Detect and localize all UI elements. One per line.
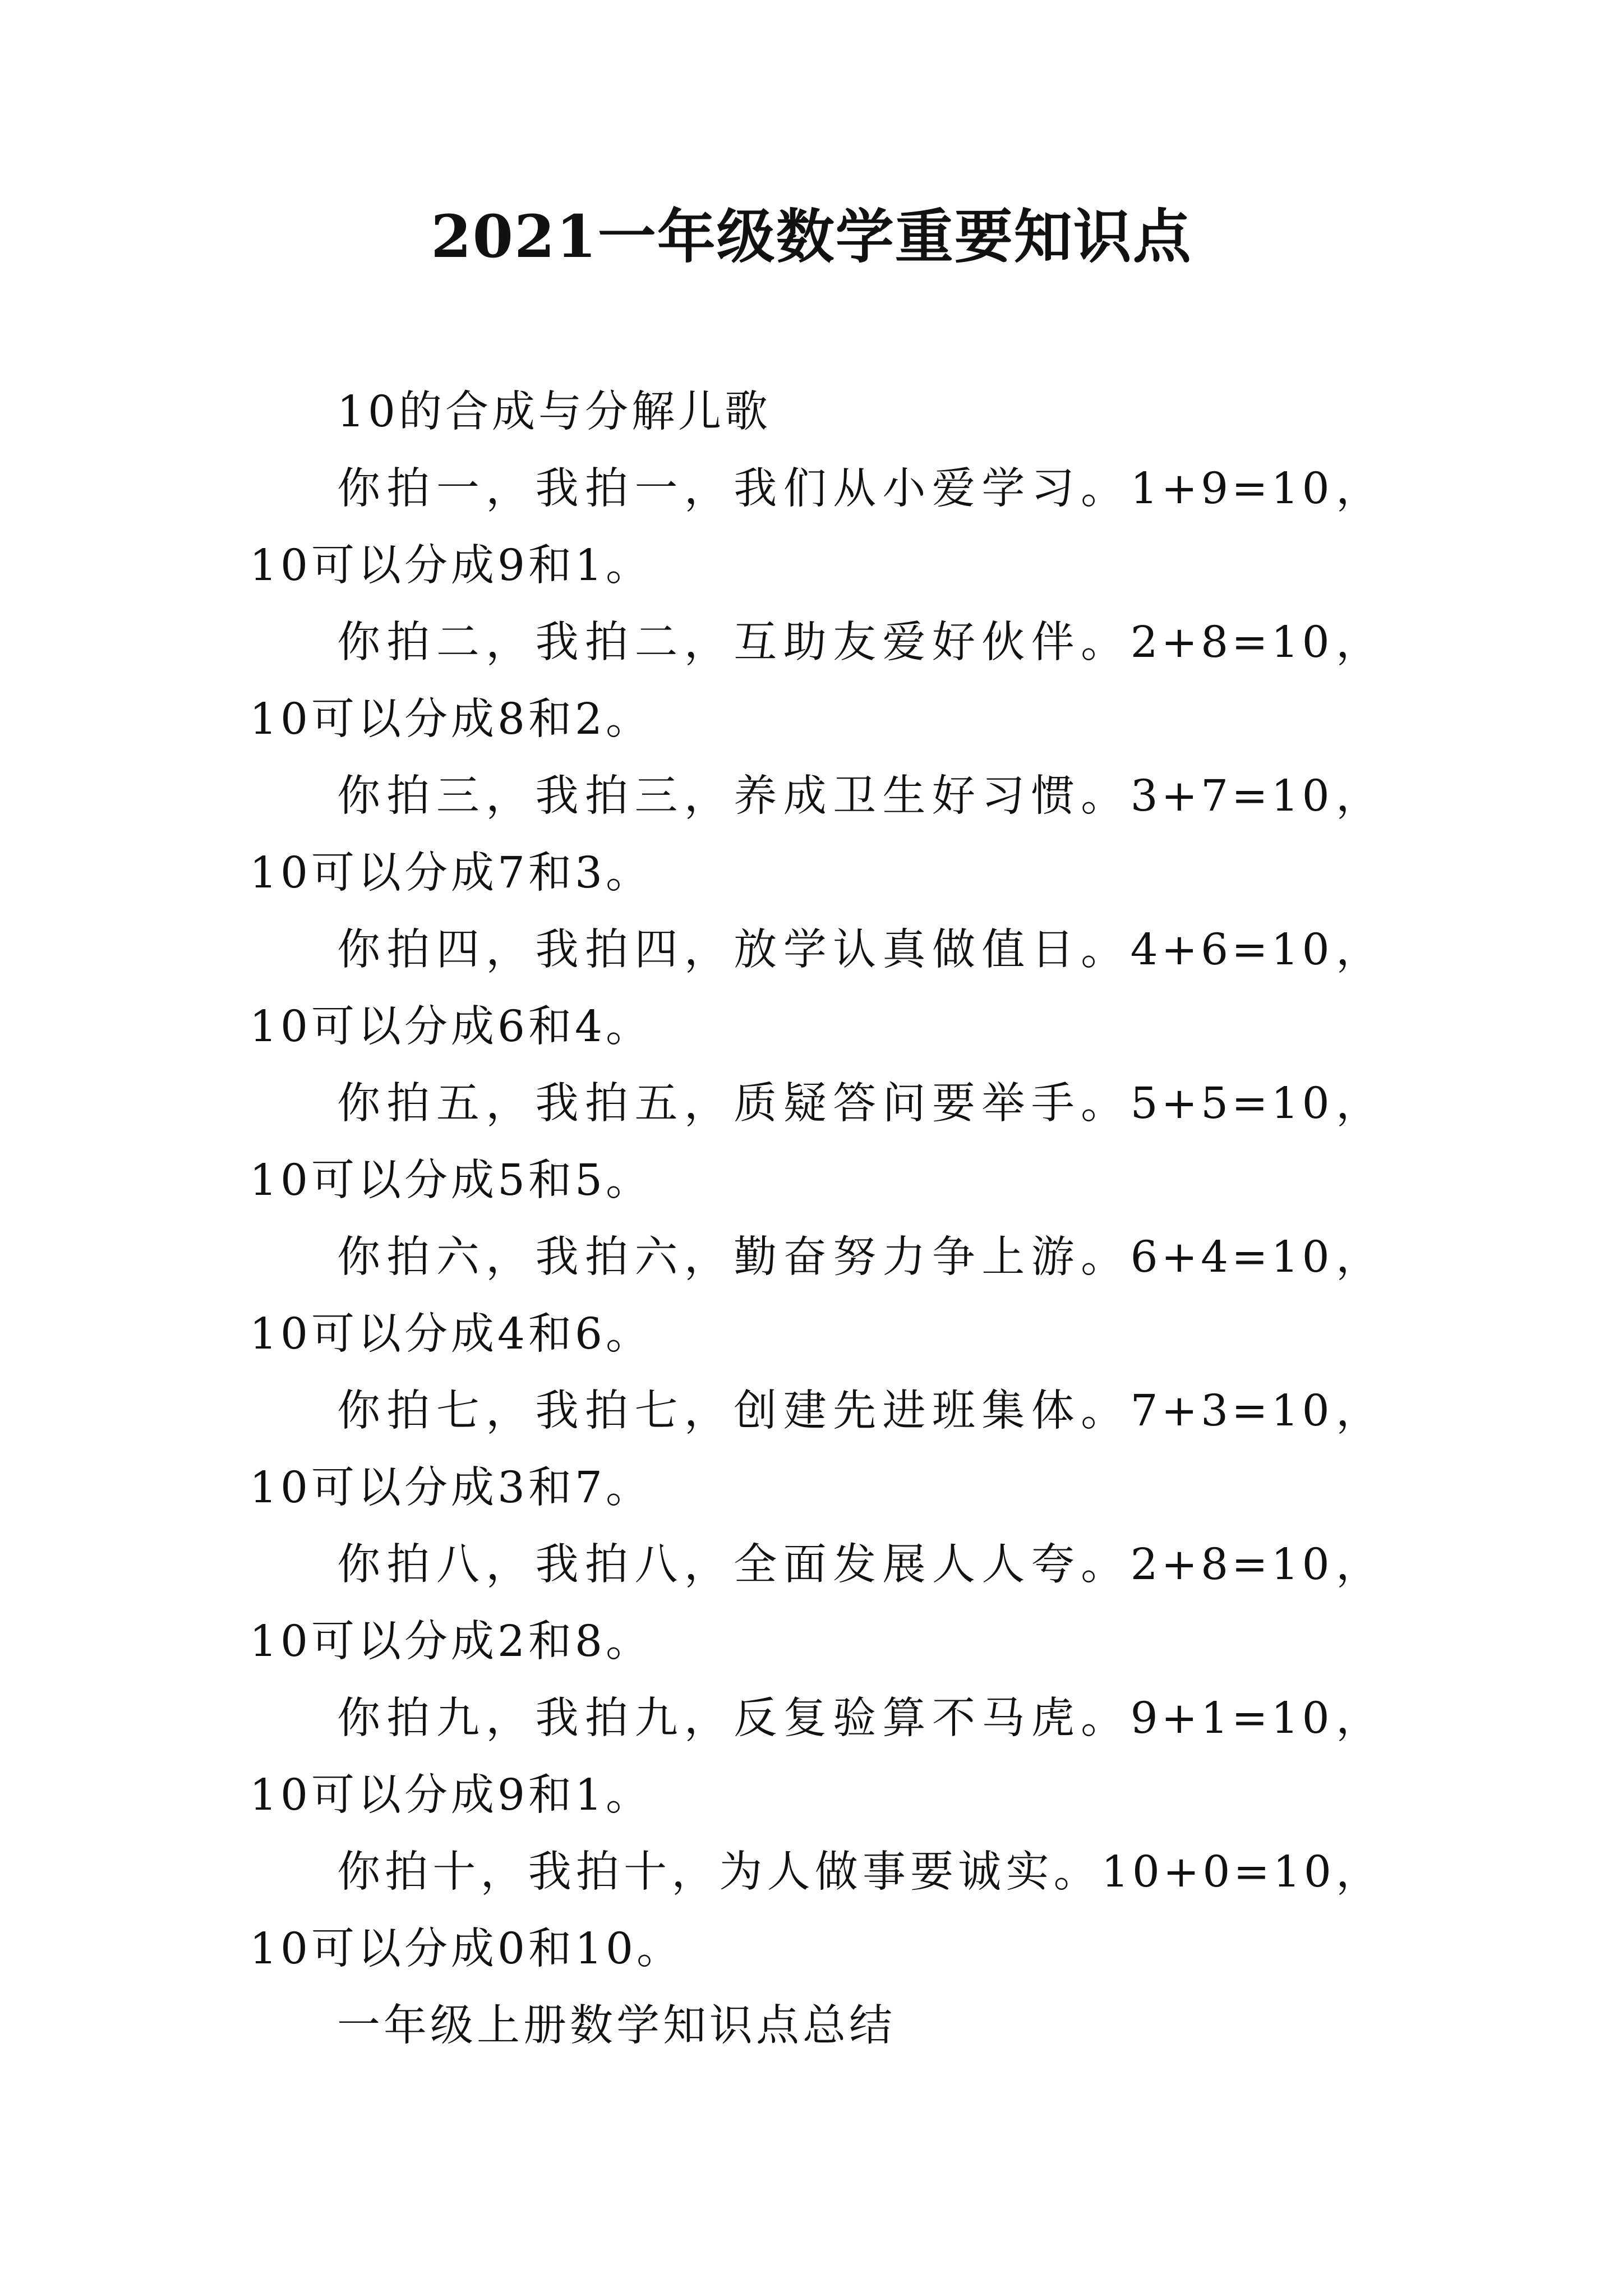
document-title: 2021一年级数学重要知识点 (431, 202, 1192, 271)
rhyme-verse-7: 你拍七，我拍七，创建先进班集体。7+3=10，10可以分成3和7。 (250, 1386, 1382, 1513)
document-body (250, 374, 1382, 2064)
rhyme-verse-2: 你拍二，我拍二，互助友爱好伙伴。2+8=10，10可以分成8和2。 (250, 618, 1382, 744)
rhyme-verse-8: 你拍八，我拍八，全面发展人人夸。2+8=10，10可以分成2和8。 (250, 1540, 1382, 1667)
section-heading-summary: 一年级上册数学知识点总结 (337, 2001, 896, 2051)
rhyme-verse-5: 你拍五，我拍五，质疑答问要举手。5+5=10，10可以分成5和5。 (250, 1079, 1382, 1205)
rhyme-verse-9: 你拍九，我拍九，反复验算不马虎。9+1=10，10可以分成9和1。 (250, 1694, 1382, 1820)
rhyme-verse-3: 你拍三，我拍三，养成卫生好习惯。3+7=10，10可以分成7和3。 (250, 771, 1382, 898)
rhyme-verse-4: 你拍四，我拍四，放学认真做值日。4+6=10，10可以分成6和4。 (250, 925, 1382, 1052)
section-heading-10-composition: 10的合成与分解儿歌 (337, 387, 771, 437)
rhyme-verse-6: 你拍六，我拍六，勤奋努力争上游。6+4=10，10可以分成4和6。 (250, 1232, 1382, 1359)
rhyme-verse-1: 你拍一，我拍一，我们从小爱学习。1+9=10，10可以分成9和1。 (250, 464, 1382, 591)
rhyme-verse-10: 你拍十，我拍十，为人做事要诚实。10+0=10，10可以分成0和10。 (250, 1847, 1382, 1974)
